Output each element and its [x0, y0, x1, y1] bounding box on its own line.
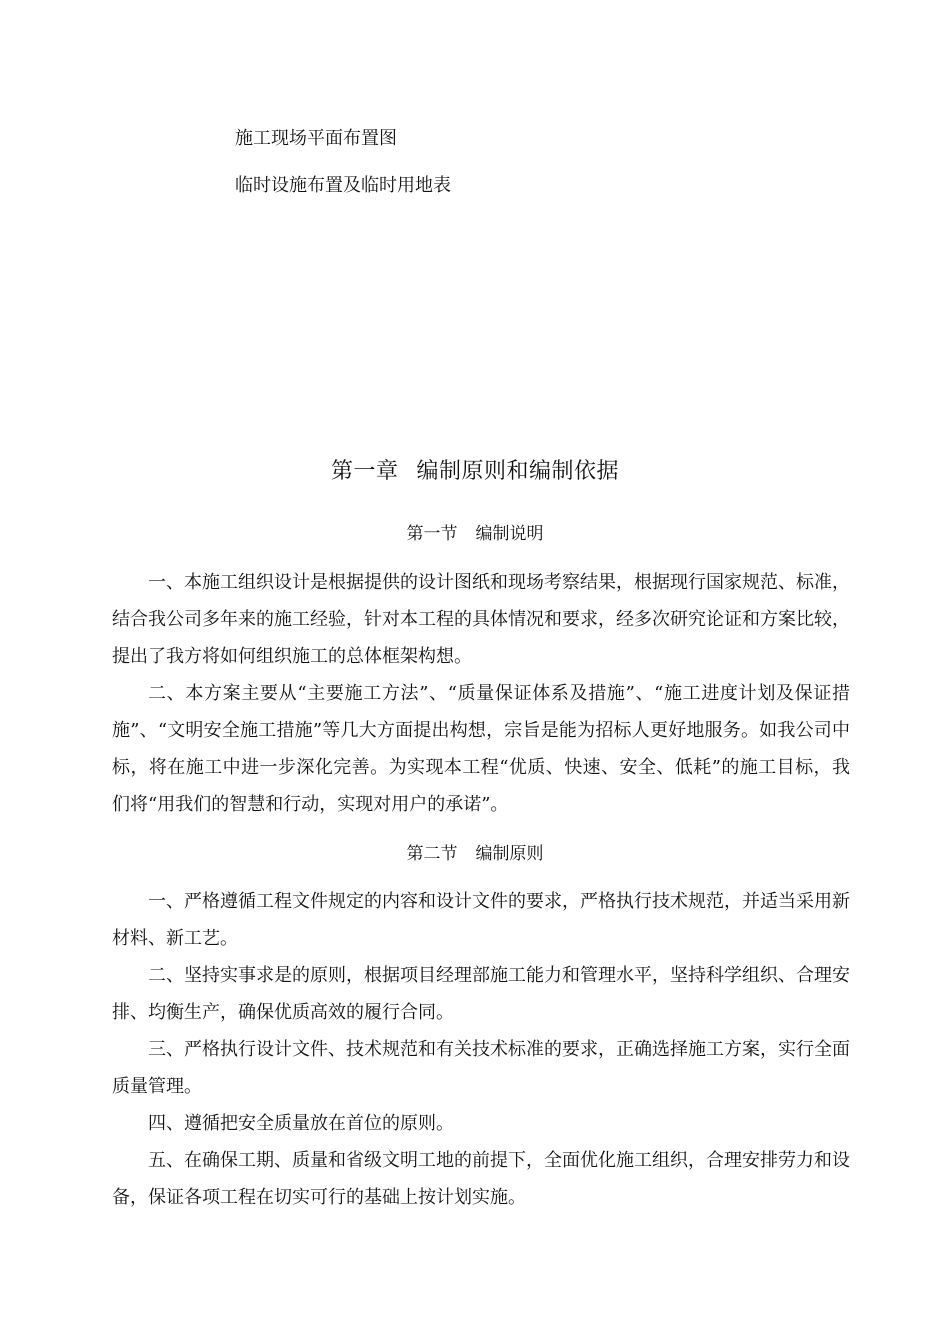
toc-item-site-layout-plan: 施工现场平面布置图: [235, 128, 397, 149]
section-2-number: 第二节: [406, 844, 458, 864]
section-2-paragraph-5: 五、在确保工期、质量和省级文明工地的前提下，全面优化施工组织，合理安排劳力和设备，保证各项工程在切实可行的基础上按计划实施。: [112, 1150, 850, 1208]
section-2-title: 编制原则: [475, 844, 544, 864]
section-1-number: 第一节: [406, 524, 458, 544]
section-2-paragraph-3: 三、严格执行设计文件、技术规范和有关技术标准的要求，正确选择施工方案，实行全面质量管理。: [112, 1039, 850, 1097]
section-1-title: 编制说明: [475, 524, 544, 544]
section-heading-2: [0, 843, 950, 865]
section-heading-1: [0, 523, 950, 545]
toc-item-temporary-facilities-table: 临时设施布置及临时用地表: [235, 175, 451, 196]
section-2-paragraph-2: 二、坚持实事求是的原则，根据项目经理部施工能力和管理水平，坚持科学组织、合理安排、均衡生产，确保优质高效的履行合同。: [112, 965, 850, 1023]
section-1-paragraph-1: 一、本施工组织设计是根据提供的设计图纸和现场考察结果，根据现行国家规范、标准，结合我公司多年来的施工经验，针对本工程的具体情况和要求，经多次研究论证和方案比较，提出了我方将如何组织施工的总体框架构想。: [112, 572, 850, 667]
section-2-paragraph-4: 四、遵循把安全质量放在首位的原则。: [148, 1113, 454, 1134]
chapter-number: 第一章: [330, 459, 399, 484]
section-2-paragraph-1: 一、严格遵循工程文件规定的内容和设计文件的要求，严格执行技术规范，并适当采用新材料、新工艺。: [112, 891, 850, 949]
chapter-heading: [0, 458, 950, 486]
section-1-paragraph-2: 二、本方案主要从“主要施工方法”、“质量保证体系及措施”、“施工进度计划及保证措施”、“文明安全施工措施”等几大方面提出构想，宗旨是能为招标人更好地服务。如我公司中标，将在施工中进一步深化完善。为实现本工程“优质、快速、安全、低耗”的施工目标，我们将“用我们的智慧和行动，实现对用户的承诺”。: [112, 683, 850, 815]
chapter-title: 编制原则和编制依据: [416, 459, 620, 484]
